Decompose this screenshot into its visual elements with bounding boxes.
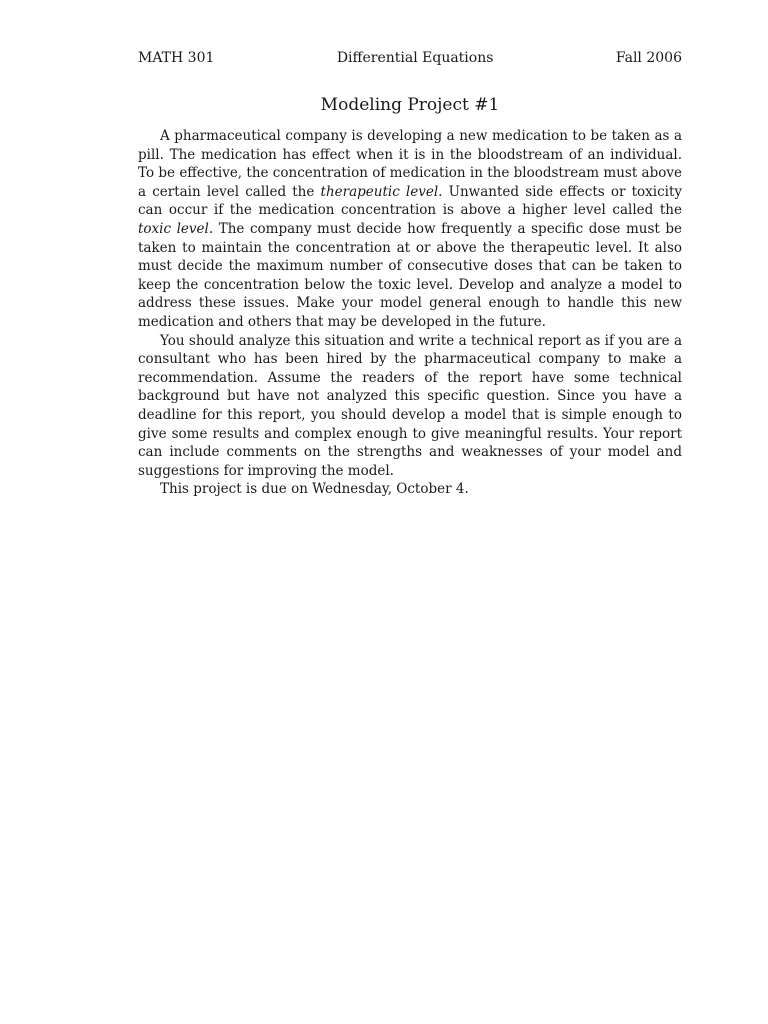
document-title: Modeling Project #1 [320, 95, 500, 115]
paragraph-intro-text-1: A pharmaceutical company is developing a new medication to be taken as a pill. The medication has effect when it is in the bloodstream of an individual. To be effective, the concentration of medication in the bloodstream must above a certain level called the [138, 128, 682, 200]
paragraph-intro-text-3: . The company must decide how frequently a specific dose must be taken to maintain the concentration at or above the therapeutic level. It also must decide the maximum number of consecutive doses that can be taken to keep the concentration below the toxic level. Develop and analyze a model to address these issues. Make your model general enough to handle this new medication and others that may be developed in the future. [138, 220, 682, 330]
term-therapeutic-level: therapeutic level [320, 183, 439, 200]
paragraph-due-date: This project is due on Wednesday, October 4. [160, 481, 469, 498]
paragraph-intro-text-2: . Unwanted side effects or toxicity can occur if the medication concentration is above a higher level called the [138, 183, 682, 219]
term-toxic-level: toxic level [138, 220, 209, 237]
paragraph-intro [138, 127, 682, 332]
running-header [138, 47, 682, 69]
document-page [138, 47, 682, 499]
course-code: MATH 301 [138, 50, 215, 66]
paragraph-instructions: You should analyze this situation and write a technical report as if you are a consultant who has been hired by the pharmaceutical company to make a recommendation. Assume the readers of the report have some technical background but have not analyzed this specific question. Since you have a deadline for this report, you should develop a model that is simple enough to give some results and complex enough to give meaningful results. Your report can include comments on the strengths and weaknesses of your model and suggestions for improving the model. [138, 332, 682, 479]
course-term: Fall 2006 [615, 50, 682, 66]
course-subject: Differential Equations [336, 50, 494, 66]
